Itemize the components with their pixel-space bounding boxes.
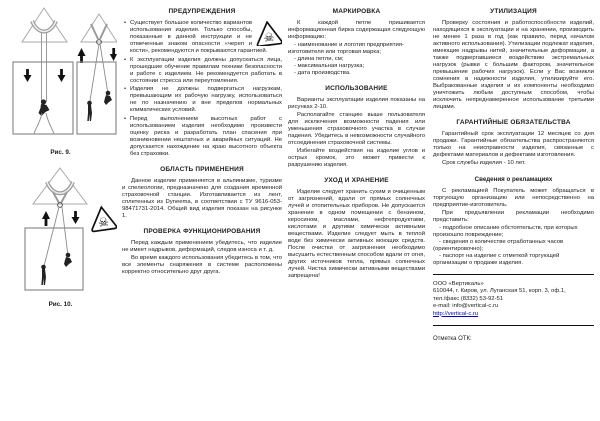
down-arrow-icon bbox=[109, 48, 116, 61]
figure-9 bbox=[3, 2, 118, 156]
rope bbox=[89, 44, 99, 104]
list-item: • К эксплуатации изделия должны допускаться лица, прошедшие обучение правилам техники безопасности и работе с изделием. Не рекомендуется работать в состоянии стресса или переутомления. bbox=[130, 57, 282, 85]
rope bbox=[100, 44, 108, 94]
marking-item: - длина петли, см; bbox=[294, 56, 344, 62]
disposal-paragraph: Проверку состояния и работоспособности изделий, находящихся в эксплуатации и на хранении, производить не менее 1 раза в год (как правило, перед началом активного использования). Утилизации подлежат изделия, имеющие надрывы нитей, значительные деформации, а также подвергавшиеся воздействию экстремальных нагрузок (рывки с большим фактором, значительное превышение рабочих нагрузок). Если у Вас возникли сомнения в надежности изделия, утилизируйте его. Выбракованные изделия и их компоненты необходимо уничтожить любым доступным способом, чтобы исключить непреднамеренное использование третьими лицами. bbox=[433, 20, 594, 110]
marking-intro: К каждой петле пришивается информационная бирка содержащая следующую информацию: bbox=[288, 20, 425, 40]
skull-warning-icon bbox=[89, 205, 117, 231]
list-item bbox=[130, 20, 282, 55]
company-info-block bbox=[433, 281, 594, 318]
svg-text:☠: • ☠ bbox=[262, 29, 276, 46]
usage-paragraph: Варианты эксплуатации изделия показаны на рисунках 2-10. bbox=[288, 97, 425, 110]
care-paragraph: Изделие следует хранить сухим и очищенным от загрязнений, вдали от прямых солнечных лучей и отопительных приборов. Не допускается хранение в одном помещении с бензином, керосином, маслами, нефтепродуктами, кислотами и другими химически активными веществами. Изделие следует мыть в теплой воде без химически активных моющих средств. После очистки от загрязнения необходимо высушить естественным способом вдали от огня, других источников тепла, прямых солнечных лучей. Чистка химически активными веществами запрещена! bbox=[288, 189, 425, 279]
wall-frame bbox=[25, 228, 83, 290]
belayer-figure bbox=[87, 101, 92, 121]
usage-paragraph: Избегайте воздействия на изделие углов и острых кромок, это может привести к разрушению изделия. bbox=[288, 148, 425, 168]
warning-text: Существует большое количество вариантов использования изделия. Только способы, показанные в данной инструкции и не отмеченные знаком опасности «череп и кости», рекомендуются и покрываются гарантией. bbox=[130, 20, 268, 54]
sling-loop bbox=[91, 24, 107, 39]
claims-item: - подробное описание обстоятельств, при которых произошло повреждение; bbox=[433, 225, 578, 238]
marking-item: - дата производства. bbox=[294, 70, 351, 76]
down-arrow-icon bbox=[57, 69, 65, 82]
anchor-triangle bbox=[81, 14, 117, 42]
wall-frame bbox=[13, 62, 73, 134]
fig9-left-panel bbox=[13, 8, 73, 134]
climber-figure bbox=[38, 99, 49, 116]
rope-end bbox=[34, 113, 42, 134]
divider bbox=[433, 325, 594, 326]
section-title-inspection: ПРОВЕРКА ФУНКЦИОНИРОВАНИЯ bbox=[143, 227, 261, 235]
anchor-triangle bbox=[33, 168, 87, 204]
otk-stamp-label: Отметка ОТК: bbox=[433, 336, 472, 343]
figure-10-caption: Рис. 10. bbox=[48, 301, 73, 308]
application-paragraph: Данное изделие применяется в альпинизме, туризме и спелеологии, предназначено для создания временной страховочной станции. Изготавливается из лент, сплетенных из Dyneema, в соответствии с ТУ 9616-053-98471731-2014. Общий вид изделия показан на рисунке 1. bbox=[122, 177, 282, 219]
claims-paragraph: При предъявлении рекламации необходимо представить: bbox=[433, 210, 594, 223]
section-title-warranty: ГАРАНТИЙНЫЕ ОБЯЗАТЕЛЬСТВА bbox=[456, 119, 571, 126]
figures-column bbox=[3, 2, 118, 316]
claims-item: - сведения о количестве отработанных часов (ориентировочно); bbox=[433, 239, 564, 252]
svg-text:☠: ☠ bbox=[96, 214, 110, 231]
inspection-paragraph: Во время каждого использования убедитесь в том, что все элементы снаряжения в системе расположены корректно относительно друг друга. bbox=[122, 254, 282, 275]
inspection-paragraph: Перед каждым применением убедитесь, что изделие не имеет надрывов, деформаций, следов износа и т. д. bbox=[122, 239, 282, 253]
figure-9-caption: Рис. 9. bbox=[50, 149, 71, 156]
fig9-right-panel bbox=[77, 14, 117, 134]
section-title-disposal: УТИЛИЗАЦИЯ bbox=[490, 8, 537, 15]
warnings-list bbox=[122, 20, 282, 158]
section-title-marking: МАРКИРОВКА bbox=[332, 8, 381, 15]
section-title-warnings: ПРЕДУПРЕЖДЕНИЯ bbox=[168, 8, 236, 15]
usage-paragraph: Располагайте станцию выше пользователя для исключения возможности падения или уменьшения страховочного участка в случае падения. Убедитесь в невозможности случайного отсоединения страховочной системы. bbox=[288, 112, 425, 146]
marking-item: - наименование и логотип предприятия-изготовителя или торговая марка; bbox=[288, 42, 404, 55]
company-name: ООО «Вертикаль» bbox=[433, 281, 484, 287]
list-item: • Перед выполнением высотных работ с использованием изделия необходимо произвести оценку риска и разработать план спасения при возникновении нештатных и аварийных ситуаций. Не допускается нахождение на краю высотного объекта без страховки. bbox=[130, 116, 282, 158]
company-phone: тел./факс (8332) 53-92-51 bbox=[433, 295, 504, 302]
divider bbox=[433, 274, 594, 275]
claims-paragraph: С рекламацией Покупатель может обращаться в торгующую организацию или непосредственно на предприятие-изготовитель. bbox=[433, 188, 594, 208]
claims-item: - паспорт на изделие с отметкой торгующей организации о продаже изделия. bbox=[433, 253, 560, 266]
section-title-application: ОБЛАСТЬ ПРИМЕНЕНИЯ bbox=[160, 165, 244, 173]
column-disposal bbox=[433, 2, 594, 343]
anchor-triangle bbox=[22, 8, 67, 42]
up-arrow-icon bbox=[77, 48, 85, 63]
climber-figure bbox=[104, 91, 112, 105]
warranty-paragraph: Гарантийный срок эксплуатации 12 месяцев со дня продажи. Гарантийные обязательства распространяются только на неисправности изделия, связанные с дефектами материалов и дефектами изготовления. bbox=[433, 131, 594, 158]
company-address: 610044, г. Киров, ул. Луганская 51, корп. 3, оф.1, bbox=[433, 288, 566, 295]
section-title-claims: Сведения о рекламациях bbox=[474, 176, 553, 183]
down-arrow-icon bbox=[23, 69, 31, 82]
section-title-usage: ИСПОЛЬЗОВАНИЕ bbox=[325, 85, 388, 92]
warranty-paragraph: Срок службы изделия - 10 лет. bbox=[442, 160, 526, 166]
marking-item: - максимальная нагрузка; bbox=[294, 63, 365, 69]
figure-10 bbox=[3, 164, 118, 308]
down-arrow-icon bbox=[71, 211, 79, 224]
company-website-link[interactable]: http://vertical-c.ru bbox=[433, 310, 479, 317]
rope-end bbox=[46, 113, 54, 134]
section-title-care: УХОД И ХРАНЕНИЕ bbox=[324, 177, 389, 184]
figure-9-diagram bbox=[5, 2, 117, 148]
up-arrow-icon bbox=[42, 211, 50, 226]
rope bbox=[62, 207, 68, 256]
column-marking bbox=[288, 2, 425, 281]
list-item: • Изделия не должны подвергаться нагрузкам, превышающим их рабочую нагрузку, использоваться не по назначению и вне пределов нормальных климатических условий. bbox=[130, 86, 282, 114]
carabiner bbox=[57, 203, 62, 208]
climber-figure bbox=[64, 253, 72, 267]
company-email: e-mail: info@vertical-c.ru bbox=[433, 303, 499, 310]
column-warnings bbox=[122, 2, 282, 277]
belayer-figure bbox=[41, 265, 46, 285]
skull-warning-icon bbox=[255, 21, 282, 46]
figure-10-diagram bbox=[5, 164, 117, 300]
